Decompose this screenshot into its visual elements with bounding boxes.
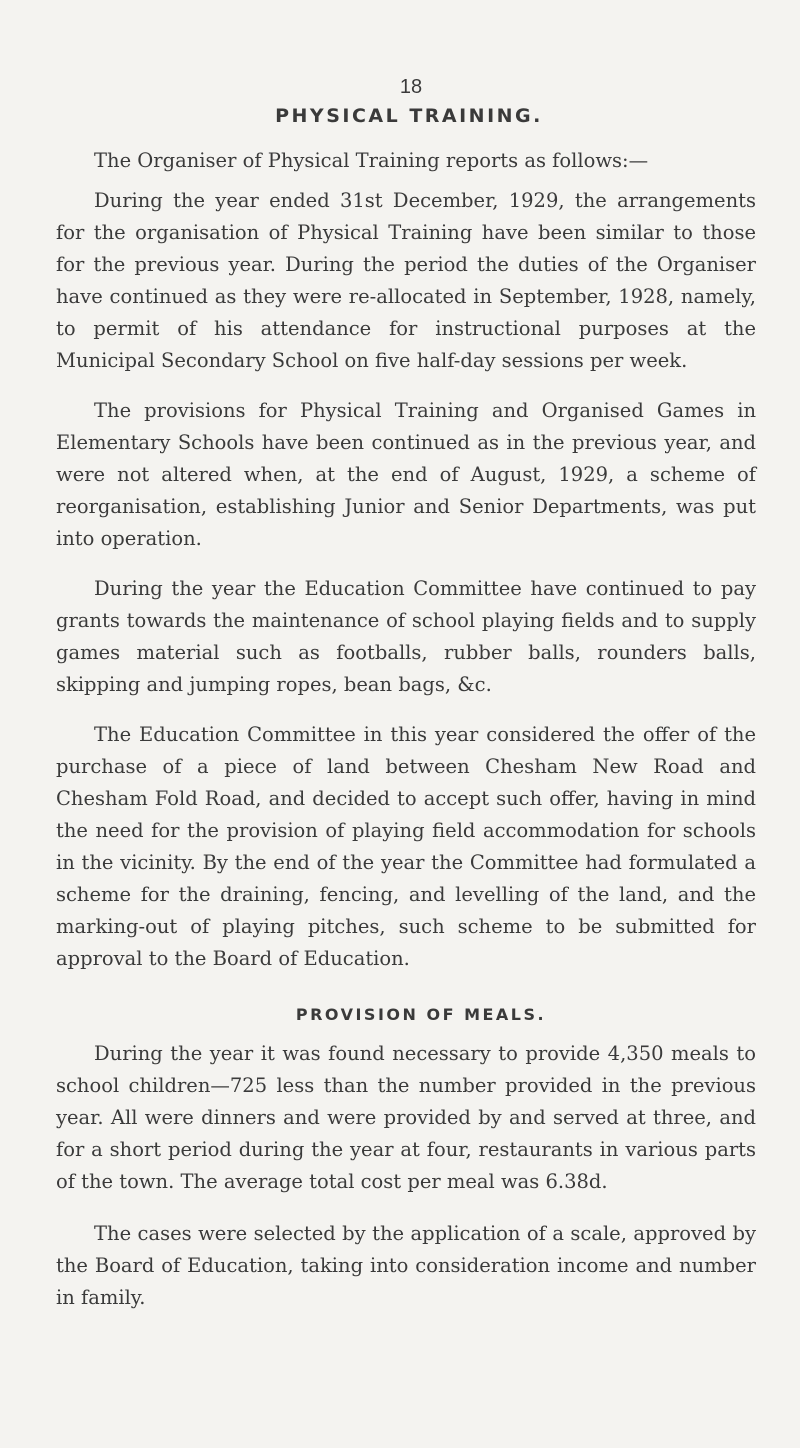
paragraph-provisions: The provisions for Physical Training and Organised Games in Elementary Schools have been continued as in the previous year, and were not altered when, at the end of August, 1929, a scheme of reorganisation, establishing Junior and Senior Departments, was put into operation. <box>56 399 756 550</box>
page-number: 18 <box>399 76 423 98</box>
intro-paragraph: The Organiser of Physical Training reports as follows:— <box>94 149 649 172</box>
paragraph-arrangements: During the year ended 31st December, 1929, the arrangements for the organisation of Physical Training have been similar to those for the previous year. During the period the duties of the Organiser have continued as they were re-allocated in September, 1928, namely, to permit of his attendance for instructional purposes at the Municipal Secondary School on five half-day sessions per week. <box>56 189 756 372</box>
heading-provision-of-meals: PROVISION OF MEALS. <box>295 1005 547 1024</box>
document-page <box>56 76 756 1332</box>
heading-physical-training: PHYSICAL TRAINING. <box>275 105 543 127</box>
paragraph-land-purchase: The Education Committee in this year considered the offer of the purchase of a piece of land between Chesham New Road and Chesham Fold Road, and decided to accept such offer, having in mind the need for the provision of playing field accommodation for schools in the vicinity. By the end of the year the Committee had formulated a scheme for the draining, fencing, and levelling of the land, and the marking-out of playing pitches, such scheme to be submitted for approval to the Board of Education. <box>56 723 756 970</box>
paragraph-case-selection: The cases were selected by the application of a scale, approved by the Board of Education, taking into consideration income and number in family. <box>56 1222 756 1309</box>
paragraph-grants: During the year the Education Committee have continued to pay grants towards the maintenance of school playing fields and to supply games material such as footballs, rubber balls, rounders balls, skipping and jumping ropes, bean bags, &c. <box>56 577 756 696</box>
paragraph-meals-provided: During the year it was found necessary to provide 4,350 meals to school children—725 less than the number provided in the previous year. All were dinners and were provided by and served at three, and for a short period during the year at four, restaurants in various parts of the town. The average total cost per meal was 6.38d. <box>56 1042 756 1193</box>
